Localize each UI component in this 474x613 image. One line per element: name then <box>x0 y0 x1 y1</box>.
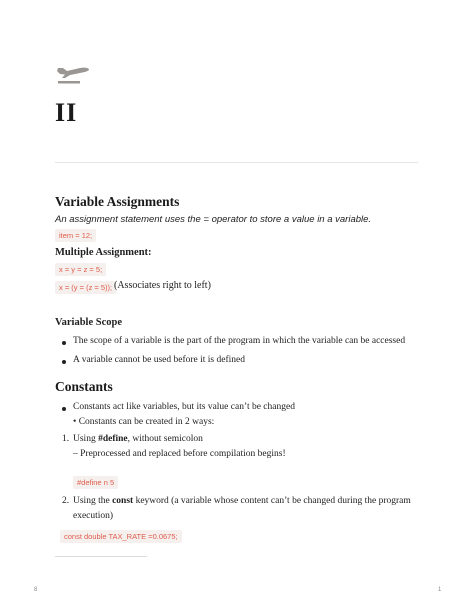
multiple-assignment-label: Multiple Assignment: <box>55 247 152 258</box>
constants-item-1-detail: – Preprocessed and replaced before compilation begins! <box>73 449 286 459</box>
scope-bullet-1: The scope of a variable is the part of the program in which the variable can be accessed <box>73 336 406 346</box>
constants-item-2-cont: execution) <box>73 511 114 521</box>
list-number-2: 2. <box>62 496 70 506</box>
section-heading-variable-assignments: Variable Assignments <box>55 194 180 209</box>
item1-prefix: Using <box>73 434 99 444</box>
constants-item-1 <box>73 434 203 444</box>
section-heading-constants: Constants <box>55 379 113 394</box>
item2-suffix: keyword (a variable whose content can’t be changed during the program <box>133 496 411 506</box>
item2-prefix: Using the <box>73 496 113 506</box>
bullet-icon <box>62 360 66 364</box>
list-number-1: 1. <box>62 434 70 444</box>
associativity-note: (Associates right to left) <box>114 280 211 291</box>
bullet-icon <box>62 341 66 345</box>
item1-suffix: , without semicolon <box>127 434 203 444</box>
page-title: II <box>55 98 78 127</box>
code-item-assignment: item = 12; <box>55 229 96 242</box>
constants-item-2 <box>73 496 411 506</box>
bullet-icon <box>62 407 66 411</box>
page-footer-left: 8 <box>34 587 38 593</box>
item2-keyword: const <box>112 496 134 506</box>
constants-bullet: Constants act like variables, but its value can’t be changed <box>73 402 295 412</box>
code-define: #define n 5 <box>73 476 118 489</box>
item1-keyword: #define <box>98 434 128 444</box>
airplane-departure-icon <box>54 60 92 84</box>
assignment-description: An assignment statement uses the = operator to store a value in a variable. <box>55 214 372 225</box>
code-multi-assignment-2: x = (y = (z = 5)); <box>55 281 116 294</box>
page-footer-right: 1 <box>438 587 442 593</box>
code-const: const double TAX_RATE =0.0675; <box>60 530 182 543</box>
divider <box>55 162 418 163</box>
section-heading-variable-scope: Variable Scope <box>55 317 122 328</box>
scope-bullet-2: A variable cannot be used before it is defined <box>73 355 245 365</box>
code-multi-assignment-1: x = y = z = 5; <box>55 263 106 276</box>
footnote-rule <box>55 556 147 557</box>
constants-sub-bullet: • Constants can be created in 2 ways: <box>73 417 215 427</box>
